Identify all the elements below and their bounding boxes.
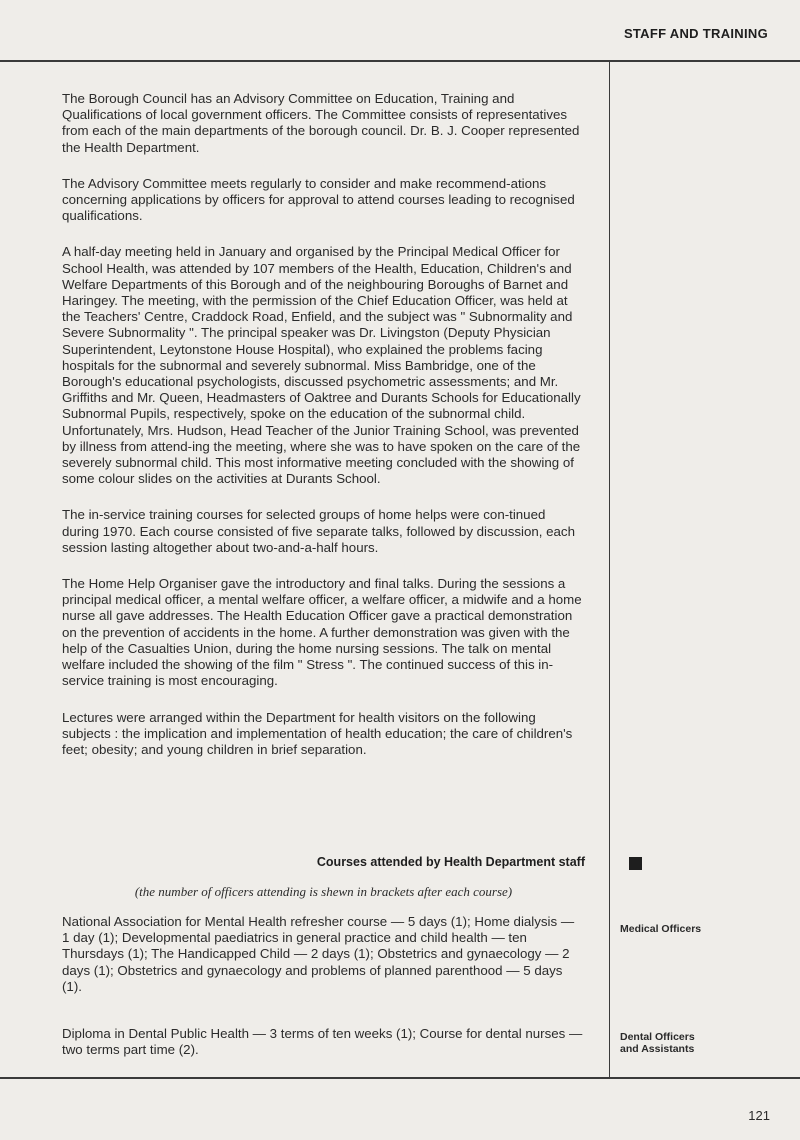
margin-divider xyxy=(609,60,610,1079)
page-number: 121 xyxy=(748,1108,770,1123)
main-text xyxy=(62,91,585,778)
paragraph-home-helps-courses: The in-service training courses for selected groups of home helps were con-tinued during 1970. Each course consisted of five separate talks, followed by discussion, each session lasting altogether about two-and-a-half hours. xyxy=(62,507,575,555)
paragraph-health-visitor-lectures: Lectures were arranged within the Department for health visitors on the following subjects : the implication and implementation of health education; the care of children's feet; obesity; and young children in brief separation. xyxy=(62,709,573,757)
page-header-title: STAFF AND TRAINING xyxy=(623,26,768,41)
side-label-dental xyxy=(620,1031,770,1055)
paragraph-half-day-meeting: A half-day meeting held in January and organised by the Principal Medical Officer for School Health, was attended by 107 members of the Health, Education, Children's and Welfare Departments of this Borough and of the neighbouring Boroughs of Barnet and Haringey. The meeting, with the permission of the Chief Education Officer, was held at the Teachers' Centre, Craddock Road, Enfield, and the subject was " Subnormality and Severe Subnormality ". The principal speaker was Dr. Livingston (Deputy Physician Superintendent, Leytonstone House Hospital), who explained the problems facing hospitals for the subnormal and severely subnormal. Miss Bambridge, one of the Borough's educational psychologists, discussed psychometric assessments; and Mr. Griffiths and Mr. Queen, Headmasters of Oaktree and Durants Schools for Educationally Subnormal Pupils, respectively, spoke on the education of the subnormal child. Unfortunately, Mrs. Hudson, Head Teacher of the Junior Training School, was prevented by illness from attend-ing the meeting, where she was to have spoken on the care of the severely subnormal child. This most informative meeting concluded with the showing of some colour slides on the activities at Durants School. xyxy=(62,244,581,487)
side-label-dental-line1: Dental Officers xyxy=(620,1031,695,1043)
courses-heading: Courses attended by Health Department staff xyxy=(316,855,585,869)
bottom-rule xyxy=(0,1077,800,1079)
paragraph-committee-meetings: The Advisory Committee meets regularly to consider and make recommend-ations concerning applications by officers for approval to attend courses leading to recognised qualifications. xyxy=(62,175,575,224)
side-label-medical-officers: Medical Officers xyxy=(620,923,702,935)
paragraph-home-help-organiser: The Home Help Organiser gave the introductory and final talks. During the sessions a principal medical officer, a mental welfare officer, a welfare officer, a midwife and a home nurse all gave addresses. The Health Education Officer gave a practical demonstration on the prevention of accidents in the home. A further demonstration was given with the help of the Casualties Union, during the home nursing sessions. The talk on mental welfare included the showing of the film " Stress ". The continued success of this in-service training is most encouraging. xyxy=(62,576,582,689)
top-rule xyxy=(0,60,800,62)
medical-officers-courses: National Association for Mental Health refresher course — 5 days (1); Home dialysis — 1 day (1); Developmental paediatrics in general practice and child health — ten Thursdays (1); The Handicapped Child — 2 days (1); Obstetrics and gynaecology — 2 days (1); Obstetrics and gynaecology and problems of planned parenthood — 5 days (1). xyxy=(62,914,575,994)
paragraph-advisory-committee: The Borough Council has an Advisory Committee on Education, Training and Qualifications of local government officers. The Committee consists of representatives from each of the main departments of the borough council. Dr. B. J. Cooper represented the Health Department. xyxy=(62,91,580,155)
side-label-dental-line2: and Assistants xyxy=(620,1043,695,1055)
section-marker xyxy=(629,857,642,870)
dental-courses: Diploma in Dental Public Health — 3 terms of ten weeks (1); Course for dental nurses — two terms part time (2). xyxy=(62,1026,583,1058)
courses-note: (the number of officers attending is shewn in brackets after each course) xyxy=(134,884,513,899)
